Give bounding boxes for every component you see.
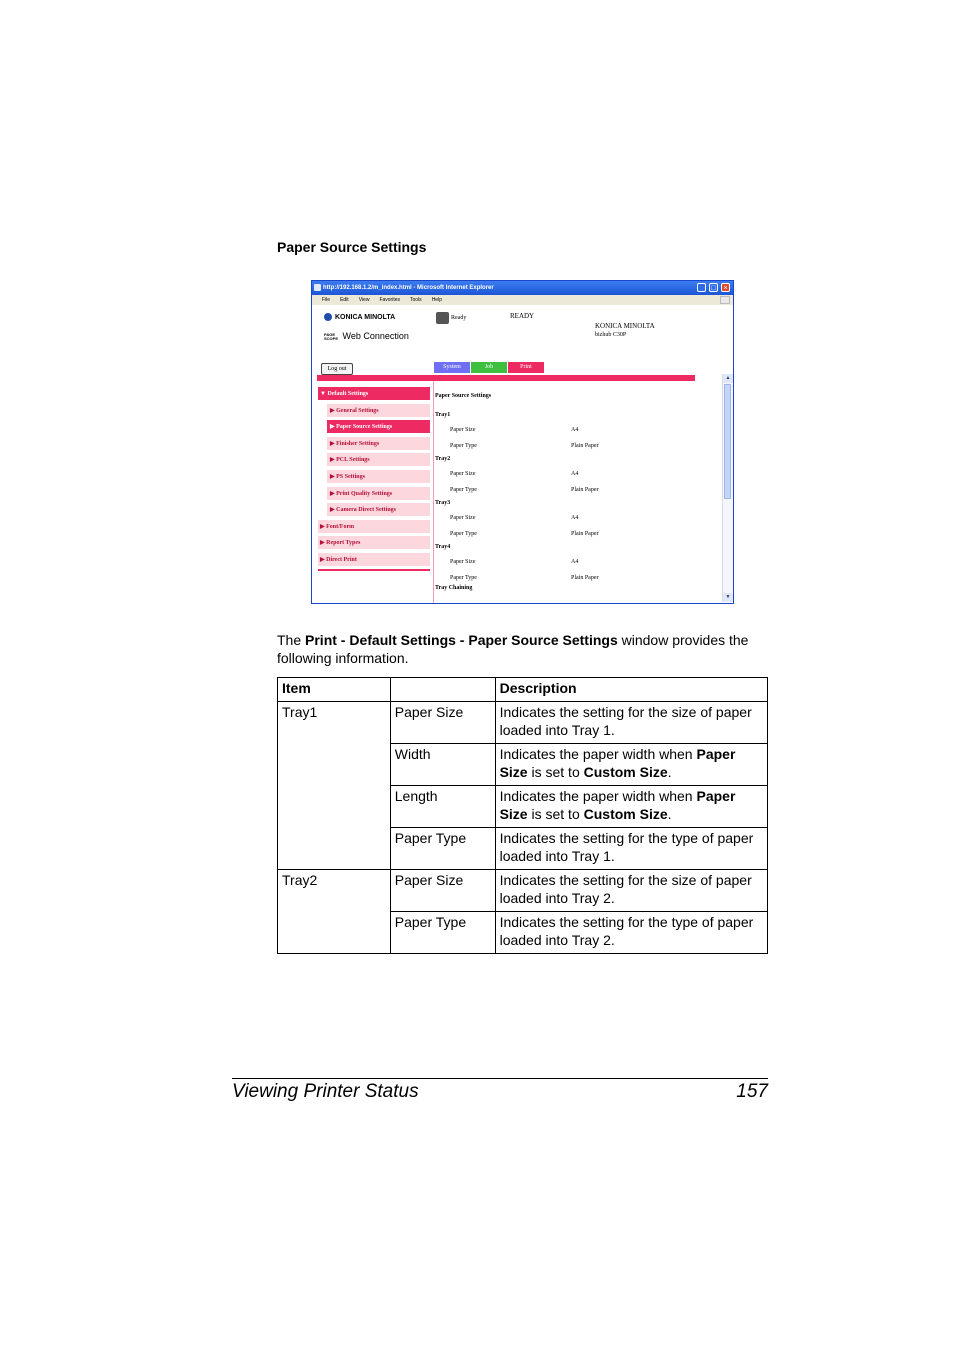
tray-name: Tray1 bbox=[435, 412, 451, 418]
description-cell bbox=[495, 744, 767, 786]
table-row bbox=[278, 702, 768, 744]
tray-name: Tray2 bbox=[435, 456, 451, 462]
menu-item-favorites[interactable]: Favorites bbox=[379, 297, 400, 303]
setting-label: Paper Size bbox=[450, 559, 476, 565]
description-text: is set to bbox=[527, 805, 584, 822]
logout-button[interactable]: Log out bbox=[321, 363, 353, 375]
setting-label: Paper Size bbox=[450, 427, 476, 433]
tray-name: Tray3 bbox=[435, 500, 451, 506]
nav-item[interactable]: ▶ Print Quality Settings bbox=[327, 487, 430, 501]
sub-item-cell: Length bbox=[390, 786, 495, 828]
nav-item[interactable]: ▶ Report Types bbox=[318, 536, 430, 550]
nav-item[interactable]: ▶ PS Settings bbox=[327, 470, 430, 484]
setting-label: Paper Type bbox=[450, 486, 477, 493]
content-title: Paper Source Settings bbox=[435, 393, 492, 399]
tab-print[interactable]: Print bbox=[508, 362, 544, 373]
tab-system[interactable]: System bbox=[434, 362, 470, 373]
description-text: Indicates the setting for the type of paper loaded into Tray 1. bbox=[499, 830, 754, 864]
setting-value: A4 bbox=[571, 515, 579, 521]
menu-bar bbox=[312, 295, 733, 305]
description-text: Indicates the paper width when bbox=[499, 788, 697, 804]
tab-job[interactable]: Job bbox=[471, 362, 507, 373]
maximize-button[interactable]: □ bbox=[709, 283, 718, 292]
sub-item-cell: Paper Type bbox=[390, 828, 495, 870]
footer-title: Viewing Printer Status bbox=[232, 1081, 419, 1102]
brand-logo: KONICA MINOLTA bbox=[324, 313, 395, 321]
description-text: Indicates the paper width when bbox=[499, 746, 697, 762]
description-text: Indicates the setting for the size of paper loaded into Tray 1. bbox=[499, 704, 752, 738]
scroll-up-icon[interactable]: ▲ bbox=[723, 374, 733, 383]
menu-item-view[interactable]: View bbox=[358, 297, 370, 303]
item-cell: Tray2 bbox=[278, 870, 391, 954]
vertical-scrollbar[interactable] bbox=[722, 374, 733, 602]
item-cell: Tray1 bbox=[278, 702, 391, 870]
model-maker: KONICA MINOLTA bbox=[595, 322, 655, 330]
description-text: Paper Size bbox=[499, 746, 736, 780]
description-cell bbox=[495, 870, 767, 912]
setting-label: Paper Size bbox=[450, 471, 476, 477]
nav-item[interactable]: ▶ Paper Source Settings bbox=[327, 420, 430, 434]
nav-item[interactable]: ▶ Font/Form bbox=[318, 520, 430, 534]
content-divider bbox=[433, 381, 434, 603]
window-title: http://192.168.1.2/m_index.html - Microsoft Internet Explorer bbox=[323, 285, 494, 291]
intro-paragraph: The Print - Default Settings - Paper Source Settings window provides the following information. bbox=[277, 632, 749, 666]
description-text: Custom Size bbox=[583, 763, 668, 780]
browser-screenshot bbox=[311, 280, 734, 604]
setting-value: Plain Paper bbox=[571, 530, 599, 537]
table-row bbox=[278, 870, 768, 912]
menu-item-tools[interactable]: Tools bbox=[410, 297, 422, 303]
tray-chaining-label: Tray Chaining bbox=[435, 585, 473, 591]
table-header-row bbox=[278, 678, 768, 702]
nav-item[interactable]: ▶ Direct Print bbox=[318, 553, 430, 567]
tray-name: Tray4 bbox=[435, 544, 451, 550]
description-text: Paper Size bbox=[499, 788, 736, 822]
description-cell bbox=[495, 786, 767, 828]
sub-item-cell: Paper Size bbox=[390, 870, 495, 912]
minimize-button[interactable]: _ bbox=[697, 283, 706, 292]
setting-label: Paper Type bbox=[450, 574, 477, 581]
printer-status-icon bbox=[436, 312, 449, 324]
menu-item-help[interactable]: Help bbox=[431, 297, 442, 303]
header-sub bbox=[390, 678, 495, 702]
nav-item[interactable]: ▶ PCL Settings bbox=[327, 453, 430, 467]
sub-item-cell: Paper Type bbox=[390, 912, 495, 954]
setting-value: Plain Paper bbox=[571, 486, 599, 493]
pagescope-logo: PAGE SCOPE Web Connection bbox=[324, 331, 409, 341]
title-bar bbox=[312, 281, 733, 295]
section-heading: Paper Source Settings bbox=[277, 239, 427, 255]
model-name: bizhub C30P bbox=[595, 332, 627, 338]
description-cell bbox=[495, 702, 767, 744]
windows-logo-icon bbox=[720, 296, 730, 304]
menu-item-edit[interactable]: Edit bbox=[340, 297, 349, 303]
sub-item-cell: Width bbox=[390, 744, 495, 786]
description-text: . bbox=[667, 805, 672, 822]
nav-item[interactable]: ▶ Camera Direct Settings bbox=[327, 503, 430, 517]
setting-label: Paper Type bbox=[450, 442, 477, 449]
setting-value: A4 bbox=[571, 471, 579, 477]
close-button[interactable]: × bbox=[721, 283, 730, 292]
description-text: Indicates the setting for the size of paper loaded into Tray 2. bbox=[499, 872, 752, 906]
scroll-down-icon[interactable]: ▼ bbox=[723, 593, 733, 602]
description-cell bbox=[495, 912, 767, 954]
setting-value: Plain Paper bbox=[571, 574, 599, 581]
description-text: . bbox=[667, 763, 672, 780]
setting-value: A4 bbox=[571, 559, 579, 565]
page-number: 157 bbox=[736, 1081, 768, 1102]
konica-globe-icon bbox=[324, 313, 332, 321]
setting-value: A4 bbox=[571, 427, 579, 433]
setting-label: Paper Size bbox=[450, 515, 476, 521]
description-table bbox=[277, 677, 768, 954]
status-caps: READY bbox=[510, 312, 535, 320]
description-text: Indicates the setting for the type of paper loaded into Tray 2. bbox=[499, 914, 754, 948]
nav-item[interactable]: ▼ Default Settings bbox=[318, 387, 430, 401]
nav-bottom-line bbox=[318, 569, 430, 571]
header-description: Description bbox=[495, 678, 767, 702]
header-item: Item bbox=[278, 678, 391, 702]
footer-rule bbox=[232, 1078, 768, 1079]
scroll-thumb[interactable] bbox=[724, 384, 731, 499]
header-divider bbox=[317, 375, 695, 381]
nav-item[interactable]: ▶ General Settings bbox=[327, 404, 430, 418]
status-small: Ready bbox=[451, 315, 467, 321]
setting-value: Plain Paper bbox=[571, 442, 599, 449]
menu-item-file[interactable]: File bbox=[322, 297, 331, 303]
setting-label: Paper Type bbox=[450, 530, 477, 537]
ie-icon bbox=[314, 284, 321, 291]
sub-item-cell: Paper Size bbox=[390, 702, 495, 744]
description-text: Custom Size bbox=[583, 805, 668, 822]
nav-item[interactable]: ▶ Finisher Settings bbox=[327, 437, 430, 451]
description-cell bbox=[495, 828, 767, 870]
description-text: is set to bbox=[527, 763, 584, 780]
